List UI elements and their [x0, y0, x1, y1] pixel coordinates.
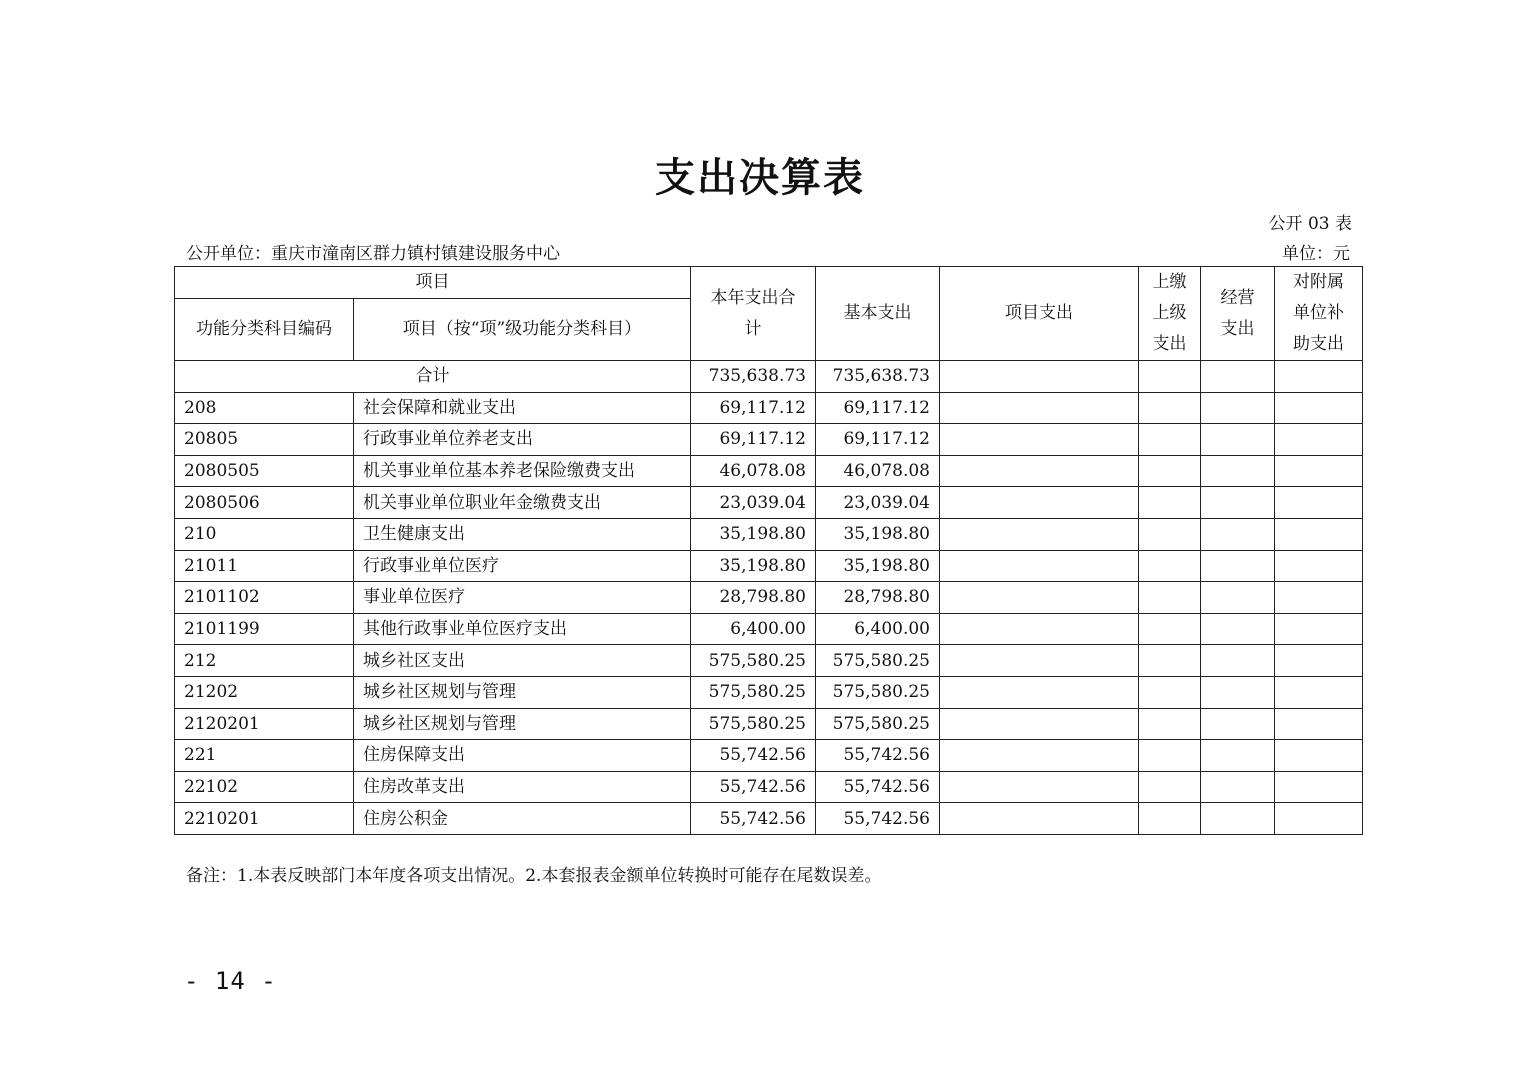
row-total: 575,580.25 [691, 708, 816, 740]
row-basic: 46,078.08 [816, 455, 940, 487]
row-upper [1139, 645, 1201, 677]
total-basic: 735,638.73 [816, 361, 940, 393]
row-upper [1139, 424, 1201, 456]
table-row [175, 803, 1363, 835]
row-total: 69,117.12 [691, 424, 816, 456]
table-row [175, 708, 1363, 740]
row-project [940, 392, 1139, 424]
row-operating [1201, 550, 1275, 582]
footnote: 备注：1.本表反映部门本年度各项支出情况。2.本套报表金额单位转换时可能存在尾数误差。 [186, 866, 882, 886]
row-total: 575,580.25 [691, 676, 816, 708]
row-project [940, 771, 1139, 803]
row-operating [1201, 487, 1275, 519]
row-upper [1139, 740, 1201, 772]
header-code: 功能分类科目编码 [175, 299, 354, 361]
row-operating [1201, 455, 1275, 487]
row-subsidy [1275, 455, 1363, 487]
row-subsidy [1275, 645, 1363, 677]
row-total: 575,580.25 [691, 645, 816, 677]
row-name: 行政事业单位医疗 [354, 550, 691, 582]
row-operating [1201, 424, 1275, 456]
row-operating [1201, 771, 1275, 803]
row-code: 208 [175, 392, 354, 424]
row-basic: 23,039.04 [816, 487, 940, 519]
table-row [175, 518, 1363, 550]
row-upper [1139, 550, 1201, 582]
row-operating [1201, 645, 1275, 677]
row-basic: 55,742.56 [816, 771, 940, 803]
page-title: 支出决算表 [655, 154, 865, 201]
row-operating [1201, 392, 1275, 424]
row-operating [1201, 708, 1275, 740]
header-basic: 基本支出 [816, 267, 940, 361]
row-upper [1139, 771, 1201, 803]
row-subsidy [1275, 518, 1363, 550]
row-upper [1139, 676, 1201, 708]
row-name: 事业单位医疗 [354, 582, 691, 614]
row-operating [1201, 582, 1275, 614]
row-subsidy [1275, 740, 1363, 772]
row-basic: 55,742.56 [816, 803, 940, 835]
total-amount: 735,638.73 [691, 361, 816, 393]
total-subsidy [1275, 361, 1363, 393]
row-subsidy [1275, 550, 1363, 582]
row-basic: 69,117.12 [816, 392, 940, 424]
table-row [175, 645, 1363, 677]
row-name: 机关事业单位职业年金缴费支出 [354, 487, 691, 519]
row-upper [1139, 518, 1201, 550]
row-upper [1139, 582, 1201, 614]
row-project [940, 613, 1139, 645]
row-total: 28,798.80 [691, 582, 816, 614]
row-basic: 28,798.80 [816, 582, 940, 614]
row-operating [1201, 803, 1275, 835]
table-row [175, 582, 1363, 614]
row-name: 住房保障支出 [354, 740, 691, 772]
row-subsidy [1275, 613, 1363, 645]
row-subsidy [1275, 487, 1363, 519]
row-project [940, 740, 1139, 772]
row-project [940, 645, 1139, 677]
row-code: 2101102 [175, 582, 354, 614]
row-total: 46,078.08 [691, 455, 816, 487]
total-project [940, 361, 1139, 393]
row-basic: 35,198.80 [816, 550, 940, 582]
row-name: 城乡社区规划与管理 [354, 676, 691, 708]
row-project [940, 424, 1139, 456]
row-name: 机关事业单位基本养老保险缴费支出 [354, 455, 691, 487]
row-operating [1201, 740, 1275, 772]
row-code: 210 [175, 518, 354, 550]
row-upper [1139, 487, 1201, 519]
row-basic: 35,198.80 [816, 518, 940, 550]
row-project [940, 708, 1139, 740]
row-basic: 6,400.00 [816, 613, 940, 645]
row-name: 行政事业单位养老支出 [354, 424, 691, 456]
row-code: 22102 [175, 771, 354, 803]
table-row [175, 392, 1363, 424]
table-row [175, 676, 1363, 708]
row-code: 21011 [175, 550, 354, 582]
row-subsidy [1275, 708, 1363, 740]
row-basic: 69,117.12 [816, 424, 940, 456]
row-name: 其他行政事业单位医疗支出 [354, 613, 691, 645]
row-total: 23,039.04 [691, 487, 816, 519]
header-total: 本年支出合计 [691, 267, 816, 361]
row-code: 21202 [175, 676, 354, 708]
table-row [175, 487, 1363, 519]
row-total: 55,742.56 [691, 803, 816, 835]
header-subsidy: 对附属单位补助支出 [1275, 267, 1363, 361]
row-name: 城乡社区支出 [354, 645, 691, 677]
row-code: 2120201 [175, 708, 354, 740]
row-total: 35,198.80 [691, 518, 816, 550]
row-project [940, 676, 1139, 708]
row-project [940, 487, 1139, 519]
table-row [175, 550, 1363, 582]
row-code: 2210201 [175, 803, 354, 835]
row-name: 城乡社区规划与管理 [354, 708, 691, 740]
row-total: 69,117.12 [691, 392, 816, 424]
row-basic: 55,742.56 [816, 740, 940, 772]
form-number: 公开 03 表 [1268, 214, 1352, 234]
row-subsidy [1275, 676, 1363, 708]
row-basic: 575,580.25 [816, 645, 940, 677]
row-name: 社会保障和就业支出 [354, 392, 691, 424]
row-project [940, 455, 1139, 487]
reporting-unit: 公开单位：重庆市潼南区群力镇村镇建设服务中心 [186, 244, 560, 264]
row-total: 55,742.56 [691, 740, 816, 772]
row-project [940, 518, 1139, 550]
row-subsidy [1275, 424, 1363, 456]
row-subsidy [1275, 771, 1363, 803]
row-name: 卫生健康支出 [354, 518, 691, 550]
page-number: - 14 - [184, 967, 277, 995]
currency-unit: 单位：元 [1282, 244, 1350, 264]
header-name: 项目（按“项”级功能分类科目） [354, 299, 691, 361]
total-label: 合计 [175, 361, 691, 393]
expenditure-table [174, 266, 1363, 835]
row-subsidy [1275, 582, 1363, 614]
row-total: 55,742.56 [691, 771, 816, 803]
row-project [940, 550, 1139, 582]
row-total: 6,400.00 [691, 613, 816, 645]
table-row [175, 740, 1363, 772]
row-project [940, 803, 1139, 835]
row-name: 住房改革支出 [354, 771, 691, 803]
row-upper [1139, 613, 1201, 645]
row-upper [1139, 392, 1201, 424]
row-operating [1201, 518, 1275, 550]
total-operating [1201, 361, 1275, 393]
row-upper [1139, 803, 1201, 835]
row-upper [1139, 455, 1201, 487]
row-upper [1139, 708, 1201, 740]
row-total: 35,198.80 [691, 550, 816, 582]
row-code: 2080506 [175, 487, 354, 519]
row-code: 221 [175, 740, 354, 772]
table-row [175, 455, 1363, 487]
table-row [175, 771, 1363, 803]
row-basic: 575,580.25 [816, 708, 940, 740]
row-code: 2101199 [175, 613, 354, 645]
row-subsidy [1275, 392, 1363, 424]
row-code: 212 [175, 645, 354, 677]
row-subsidy [1275, 803, 1363, 835]
header-upper: 上缴上级支出 [1139, 267, 1201, 361]
row-project [940, 582, 1139, 614]
row-code: 2080505 [175, 455, 354, 487]
header-item-group: 项目 [175, 267, 691, 299]
total-row [175, 361, 1363, 393]
row-operating [1201, 613, 1275, 645]
row-basic: 575,580.25 [816, 676, 940, 708]
row-code: 20805 [175, 424, 354, 456]
row-operating [1201, 676, 1275, 708]
table-row [175, 424, 1363, 456]
total-upper [1139, 361, 1201, 393]
header-project: 项目支出 [940, 267, 1139, 361]
row-name: 住房公积金 [354, 803, 691, 835]
unit-row [186, 239, 1350, 264]
header-operating: 经营支出 [1201, 267, 1275, 361]
table-row [175, 613, 1363, 645]
